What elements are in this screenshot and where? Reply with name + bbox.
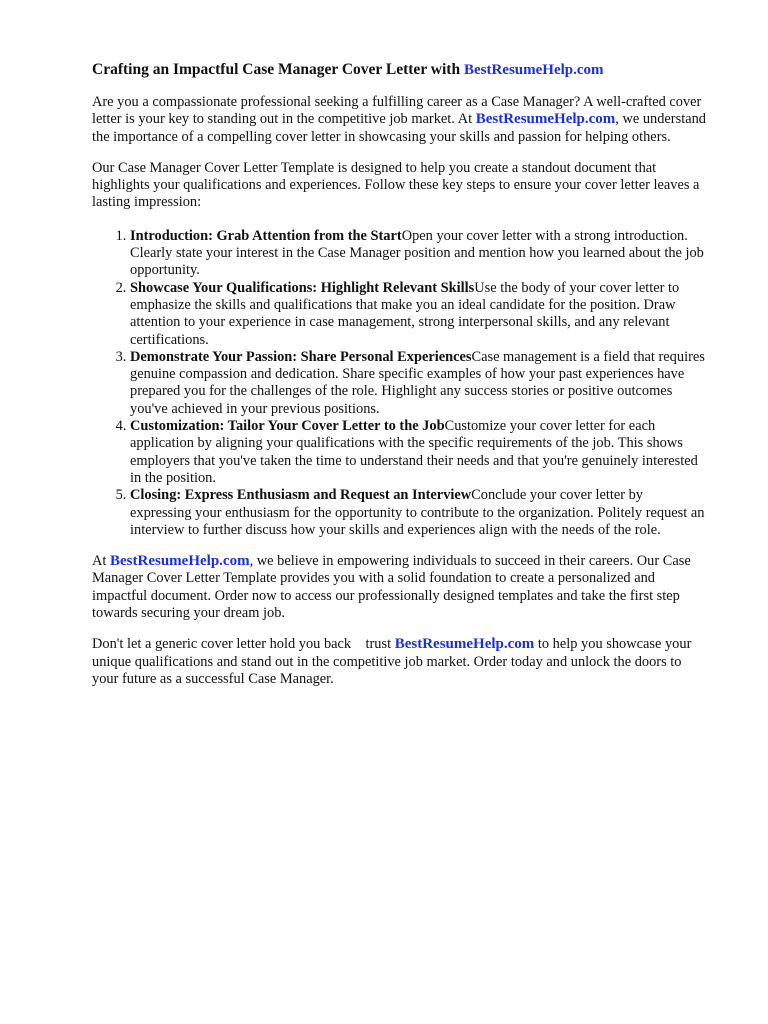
belief-paragraph <box>92 553 708 622</box>
closing-paragraph <box>92 636 708 688</box>
belief-brand-link[interactable]: BestResumeHelp.com <box>110 553 250 570</box>
step-body: Case management is a field that requires genuine compassion and dedication. Share specific examples of how your past experiences have prepared you for the challenges of the role. Highlight any success stories or positive outcomes you've achieved in your previous positions. <box>130 348 705 417</box>
intro-paragraph <box>92 94 708 146</box>
step-heading: Customization: Tailor Your Cover Letter to the Job <box>130 418 445 435</box>
closing-text-before: Don't let a generic cover letter hold you back trust <box>92 636 392 653</box>
intro-brand-link[interactable]: BestResumeHelp.com <box>475 111 616 128</box>
step-heading: Showcase Your Qualifications: Highlight Relevant Skills <box>130 279 475 296</box>
list-item <box>130 280 708 349</box>
step-body: Use the body of your cover letter to emphasize the skills and qualifications that make you an ideal candidate for the position. Draw attention to your experience in case management, strong interpersonal skills, and any relevant certifications. <box>130 279 680 348</box>
intro-text-before: Are you a compassionate professional seeking a fulfilling career as a Case Manager? A well-crafted cover letter is your key to standing out in the competitive job market. At <box>92 94 702 128</box>
list-item <box>130 349 708 418</box>
intro-text-after: , we understand the importance of a compelling cover letter in showcasing your skills and passion for helping others. <box>92 111 706 145</box>
list-item <box>130 418 708 487</box>
list-item <box>130 487 708 539</box>
belief-text-after: , we believe in empowering individuals to succeed in their careers. Our Case Manager Cover Letter Template provides you with a solid foundation to create a personalized and impactful document. Order now to access our professionally designed templates and take the first step towards securing your dream job. <box>92 553 691 622</box>
step-heading: Closing: Express Enthusiasm and Request an Interview <box>130 487 472 504</box>
title-text: Crafting an Impactful Case Manager Cover Letter with <box>92 61 461 78</box>
step-heading: Demonstrate Your Passion: Share Personal Experiences <box>130 348 472 365</box>
template-paragraph: Our Case Manager Cover Letter Template is designed to help you create a standout document that highlights your qualifications and experiences. Follow these key steps to ensure your cover letter leaves a lasting impression: <box>92 159 700 211</box>
belief-text-before: At <box>92 553 107 570</box>
step-heading: Introduction: Grab Attention from the Start <box>130 227 402 244</box>
closing-brand-link[interactable]: BestResumeHelp.com <box>394 636 535 653</box>
closing-text-after: to help you showcase your unique qualifications and stand out in the competitive job market. Order today and unlock the doors to your future as a successful Case Manager. <box>92 636 692 687</box>
step-body: Conclude your cover letter by expressing your enthusiasm for the opportunity to contribute to the organization. Politely request an interview to further discuss how your skills and experiences align with the needs of the role. <box>130 487 705 538</box>
step-body: Open your cover letter with a strong introduction. Clearly state your interest in the Case Manager position and mention how you learned about the job opportunity. <box>130 227 704 279</box>
step-body: Customize your cover letter for each application by aligning your qualifications with the specific requirements of the job. This shows employers that you've taken the time to understand their needs and that you're genuinely interested in the position. <box>130 418 698 486</box>
list-item <box>130 228 708 280</box>
steps-list <box>92 228 708 539</box>
title-brand-link[interactable]: BestResumeHelp.com <box>463 62 604 78</box>
page-title <box>92 60 708 80</box>
